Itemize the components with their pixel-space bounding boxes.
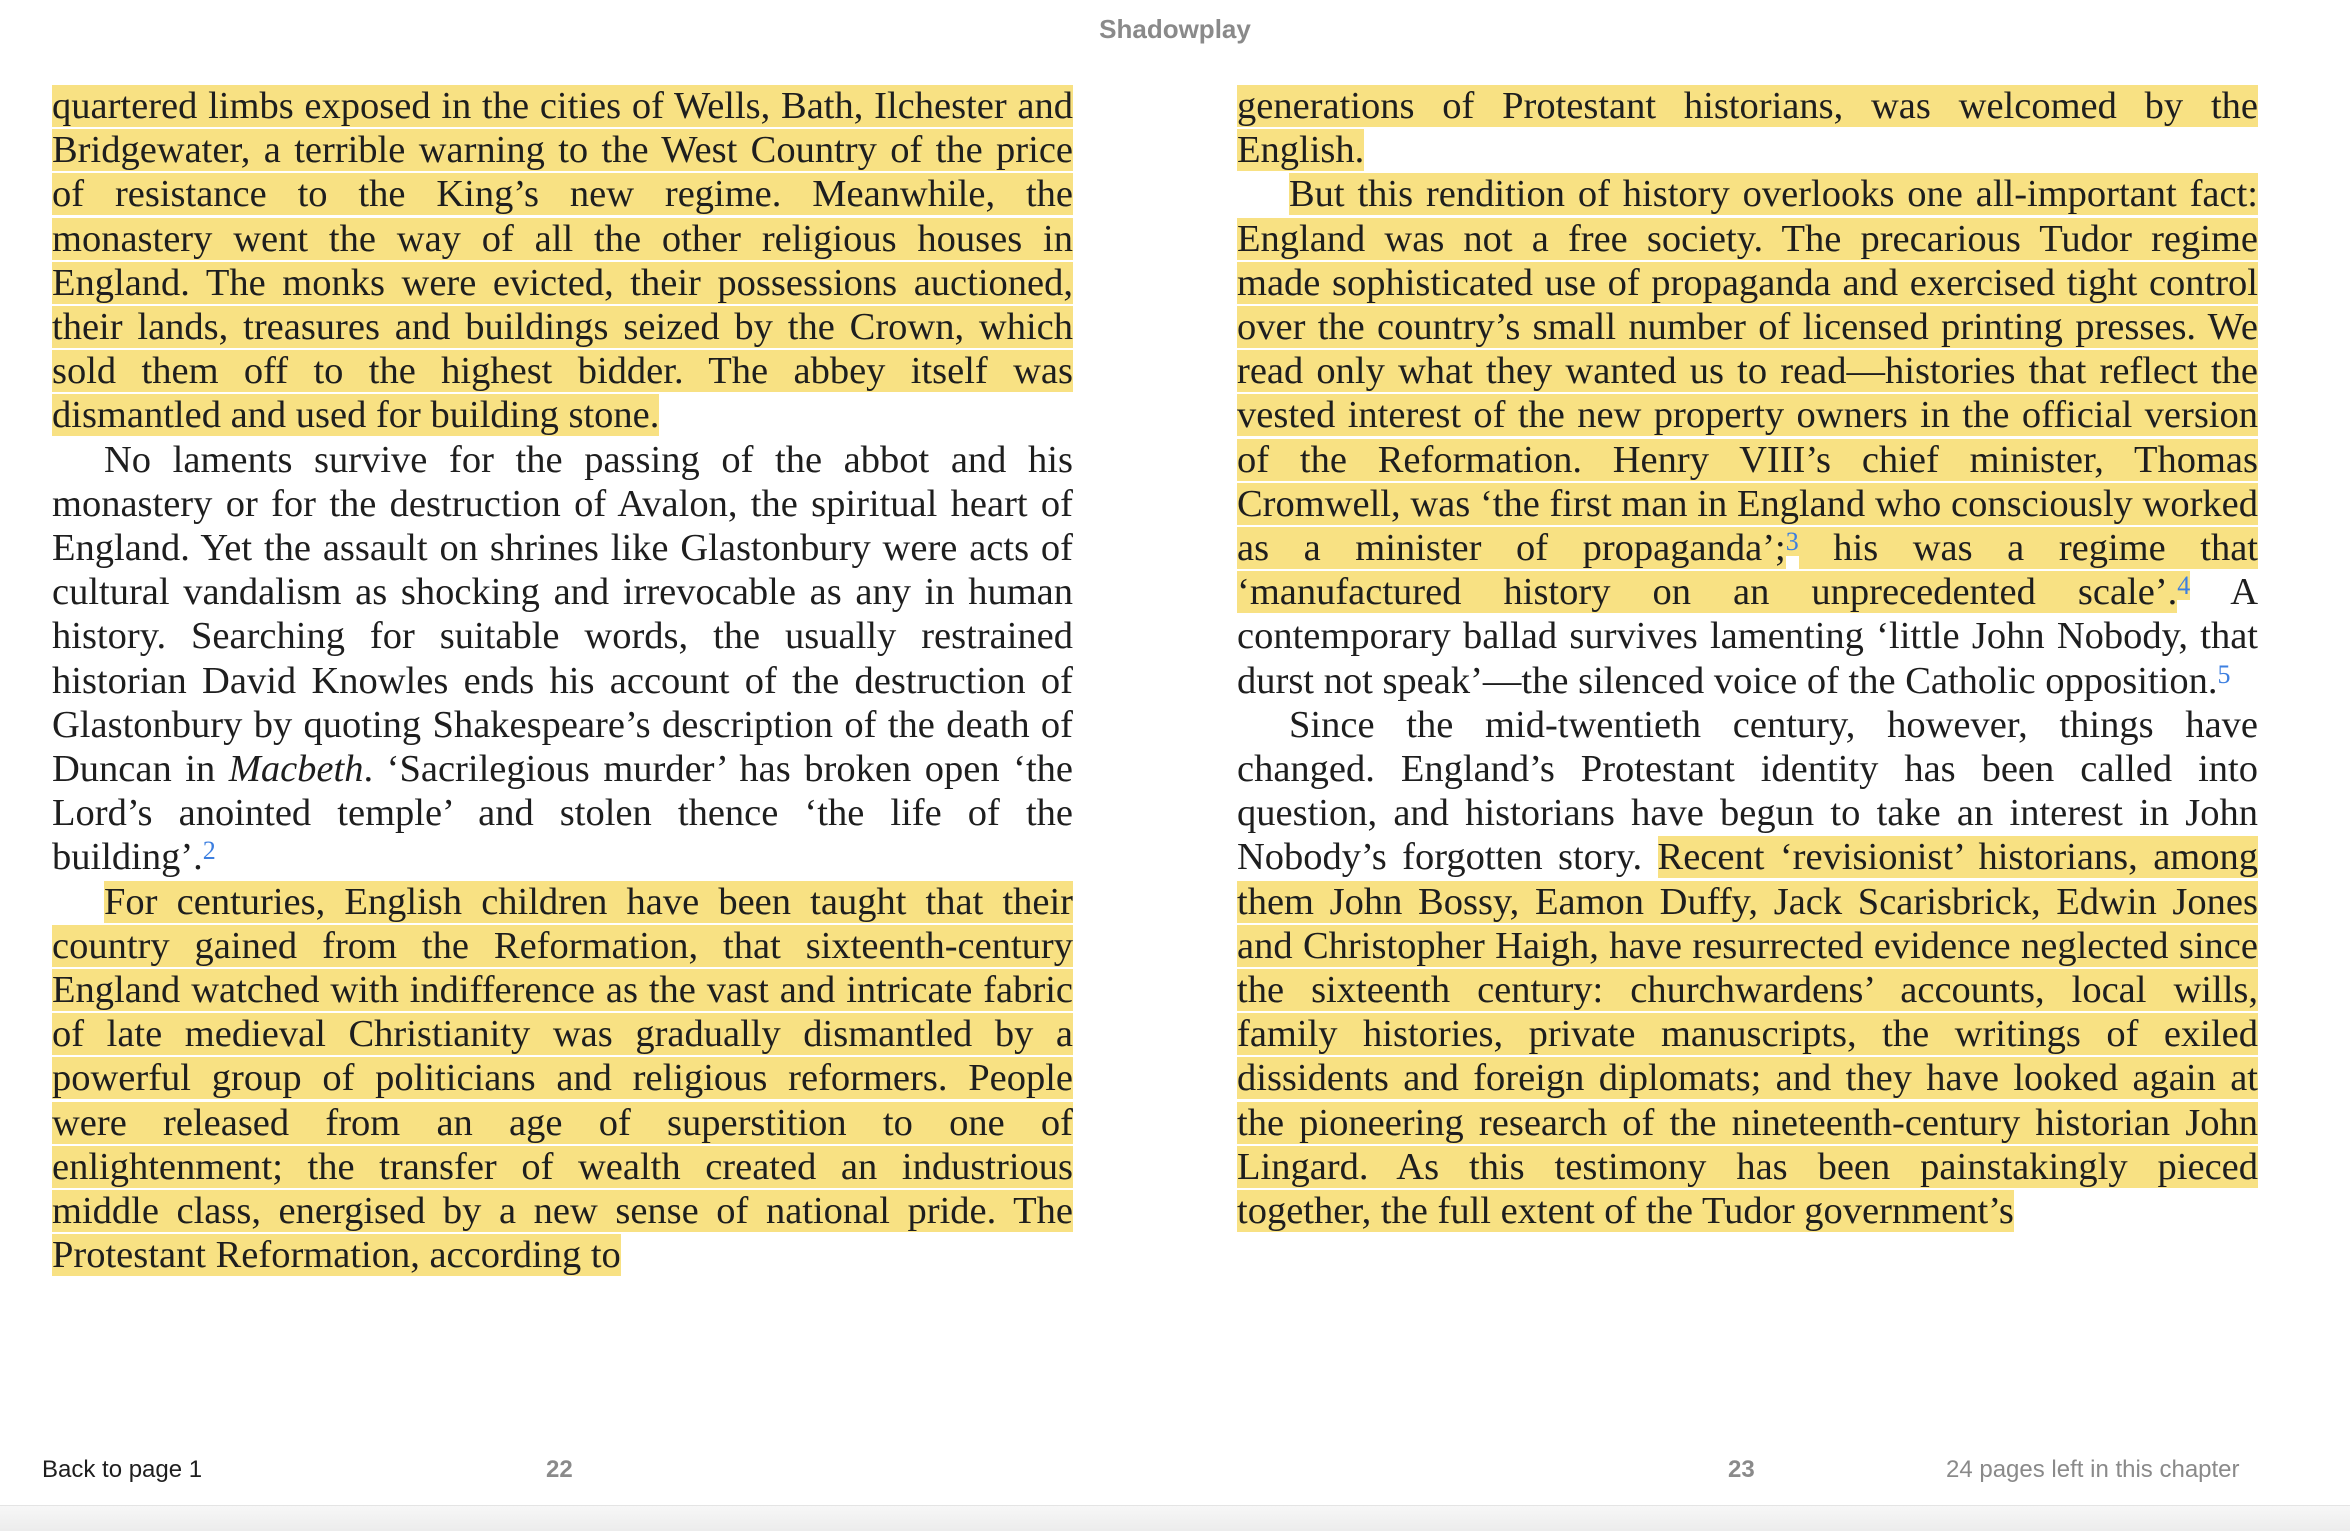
highlighted-text[interactable]: generations of Protestant historians, was welcomed by the English.: [1237, 85, 2258, 172]
italic-title: Macbeth: [228, 748, 364, 791]
body-text: A contemporary ballad survives lamenting ‘little John Nobody, that durst not speak’—the silenced voice of the Catholic opposition.: [1237, 571, 2258, 702]
body-text: . ‘Sacrilegious murder’ has broken open ‘the Lord’s anointed temple’ and stolen thence ‘the life of the building’.: [52, 748, 1073, 879]
footnote-link[interactable]: 4: [2177, 571, 2191, 601]
footnote-link[interactable]: 3: [1785, 527, 1799, 557]
paragraph: [1237, 172, 2258, 702]
paragraph: [1237, 84, 2258, 172]
paragraph: [52, 438, 1073, 880]
right-page: [1237, 84, 2258, 1233]
left-page: [52, 84, 1073, 1277]
footnote-link[interactable]: 2: [202, 836, 216, 866]
paragraph: [1237, 703, 2258, 1233]
left-page-number: 22: [546, 1456, 573, 1483]
body-text: Since the mid-twentieth century, however, things have changed. England’s Protestant identity has been called into question, and historians have begun to take an interest in John Nobody’s forgotten story.: [1237, 703, 2258, 879]
highlighted-text[interactable]: But this rendition of history overlooks one all-important fact: England was not a free society. The precarious Tudor regime made sophisticated use of propaganda and exercised tight control over the country’s small number of licensed printing presses. We read only what they wanted us to read—histories that reflect the vested interest of the new property owners in the official version of the Reformation. Henry VIII’s chief minister, Thomas Cromwell, was ‘the first man in England who consciously worked as a minister of propaganda’;: [1237, 173, 2258, 570]
highlighted-text[interactable]: quartered limbs exposed in the cities of Wells, Bath, Ilchester and Bridgewater, a terrible warning to the West Country of the price of resistance to the King’s new regime. Meanwhile, the monastery went the way of all the other religious houses in England. The monks were evicted, their possessions auctioned, their lands, treasures and buildings seized by the Crown, which sold them off to the highest bidder. The abbey itself was dismantled and used for building stone.: [52, 85, 1073, 437]
paragraph: [52, 880, 1073, 1278]
paragraph: [52, 84, 1073, 438]
highlighted-text[interactable]: For centuries, English children have been taught that their country gained from the Reformation, that sixteenth-century England watched with indifference as the vast and intricate fabric of late medieval Christianity was gradually dismantled by a powerful group of politicians and religious reformers. People were released from an age of superstition to one of enlightenment; the transfer of wealth created an industrious middle class, energised by a new sense of national pride. The Protestant Reformation, according to: [52, 880, 1073, 1277]
book-title: Shadowplay: [1099, 14, 1251, 44]
bottom-bar: [0, 1505, 2350, 1531]
body-text: No laments survive for the passing of the abbot and his monastery or for the destruction of Avalon, the spiritual heart of England. Yet the assault on shrines like Glastonbury were acts of cultural vandalism as shocking and irrevocable as any in human history. Searching for suitable words, the usually restrained historian David Knowles ends his account of the destruction of Glastonbury by quoting Shakespeare’s description of the death of Duncan in: [52, 438, 1073, 791]
back-to-page-link[interactable]: Back to page 1: [42, 1456, 203, 1483]
highlighted-text[interactable]: his was a regime that ‘manufactured history on an unprecedented scale’.: [1237, 527, 2258, 614]
right-page-number: 23: [1728, 1456, 1755, 1483]
footnote-link[interactable]: 5: [2217, 659, 2231, 689]
highlighted-text[interactable]: Recent ‘revisionist’ historians, among them John Bossy, Eamon Duffy, Jack Scarisbrick, Edwin Jones and Christopher Haigh, have resurrected evidence neglected since the sixteenth century: churchwardens’ accounts, local wills, family histories, private manuscripts, the writings of exiled dissidents and foreign diplomats; and they have looked again at the pioneering research of the nineteenth-century historian John Lingard. As this testimony has been painstakingly pieced together, the full extent of the Tudor government’s: [1237, 836, 2258, 1233]
pages-left-indicator: 24 pages left in this chapter: [1946, 1456, 2240, 1483]
